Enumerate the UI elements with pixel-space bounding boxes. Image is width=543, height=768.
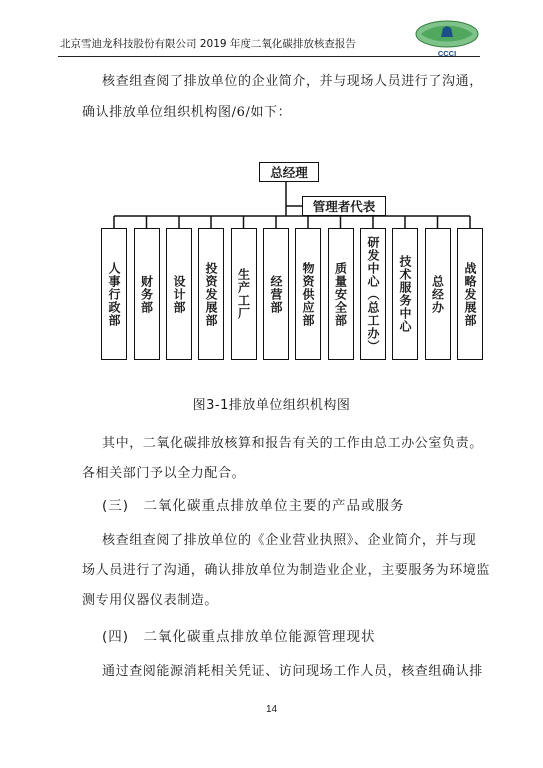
svg-text:CCCI: CCCI xyxy=(437,49,457,58)
report-header-title: 北京雪迪龙科技股份有限公司 2019 年度二氧化碳排放核查报告 xyxy=(60,38,356,50)
org-dept-strategy: 战略发展部 xyxy=(457,228,483,360)
section4-heading: (四) 二氧化碳重点排放单位能源管理现状 xyxy=(102,629,376,645)
org-dept-design: 设计部 xyxy=(166,228,192,360)
org-dept-supply: 物资供应部 xyxy=(295,228,321,360)
org-dept-investment: 投资发展部 xyxy=(198,228,224,360)
org-box-management-rep: 管理者代表 xyxy=(302,196,386,216)
intro-line-2: 确认排放单位组织机构图/6/如下： xyxy=(82,105,292,120)
page-number: 14 xyxy=(265,704,278,715)
org-dept-production: 生产工厂 xyxy=(231,228,257,360)
para2-line-1: 其中，二氧化碳排放核算和报告有关的工作由总工办公室负责。 xyxy=(102,436,483,451)
org-dept-gm-office: 总经办 xyxy=(425,228,451,360)
intro-line-1: 核查组查阅了排放单位的企业简介，并与现场人员进行了沟通， xyxy=(102,74,483,89)
figure-caption: 图3-1排放单位组织机构图 xyxy=(192,398,351,413)
org-dept-operations: 经营部 xyxy=(263,228,289,360)
section4-line-1: 通过查阅能源消耗相关凭证、访问现场工作人员，核查组确认排 xyxy=(102,664,483,679)
org-dept-hr-admin: 人事行政部 xyxy=(101,228,127,360)
org-dept-rnd: 研发中心（总工办） xyxy=(360,228,386,360)
section3-line-3: 测专用仪器仪表制造。 xyxy=(82,593,219,608)
para2-line-2: 各相关部门予以全力配合。 xyxy=(82,466,246,481)
section3-line-2: 场人员进行了沟通，确认排放单位为制造业企业，主要服务为环境监 xyxy=(82,563,491,578)
org-dept-tech-service: 技术服务中心 xyxy=(392,228,418,360)
org-box-general-manager: 总经理 xyxy=(259,162,319,182)
org-dept-quality-safety: 质量安全部 xyxy=(328,228,354,360)
section3-line-1: 核查组查阅了排放单位的《企业营业执照》、企业简介，并与现 xyxy=(102,533,477,548)
org-dept-finance: 财务部 xyxy=(134,228,160,360)
section3-heading: (三) 二氧化碳重点排放单位主要的产品或服务 xyxy=(102,498,405,514)
